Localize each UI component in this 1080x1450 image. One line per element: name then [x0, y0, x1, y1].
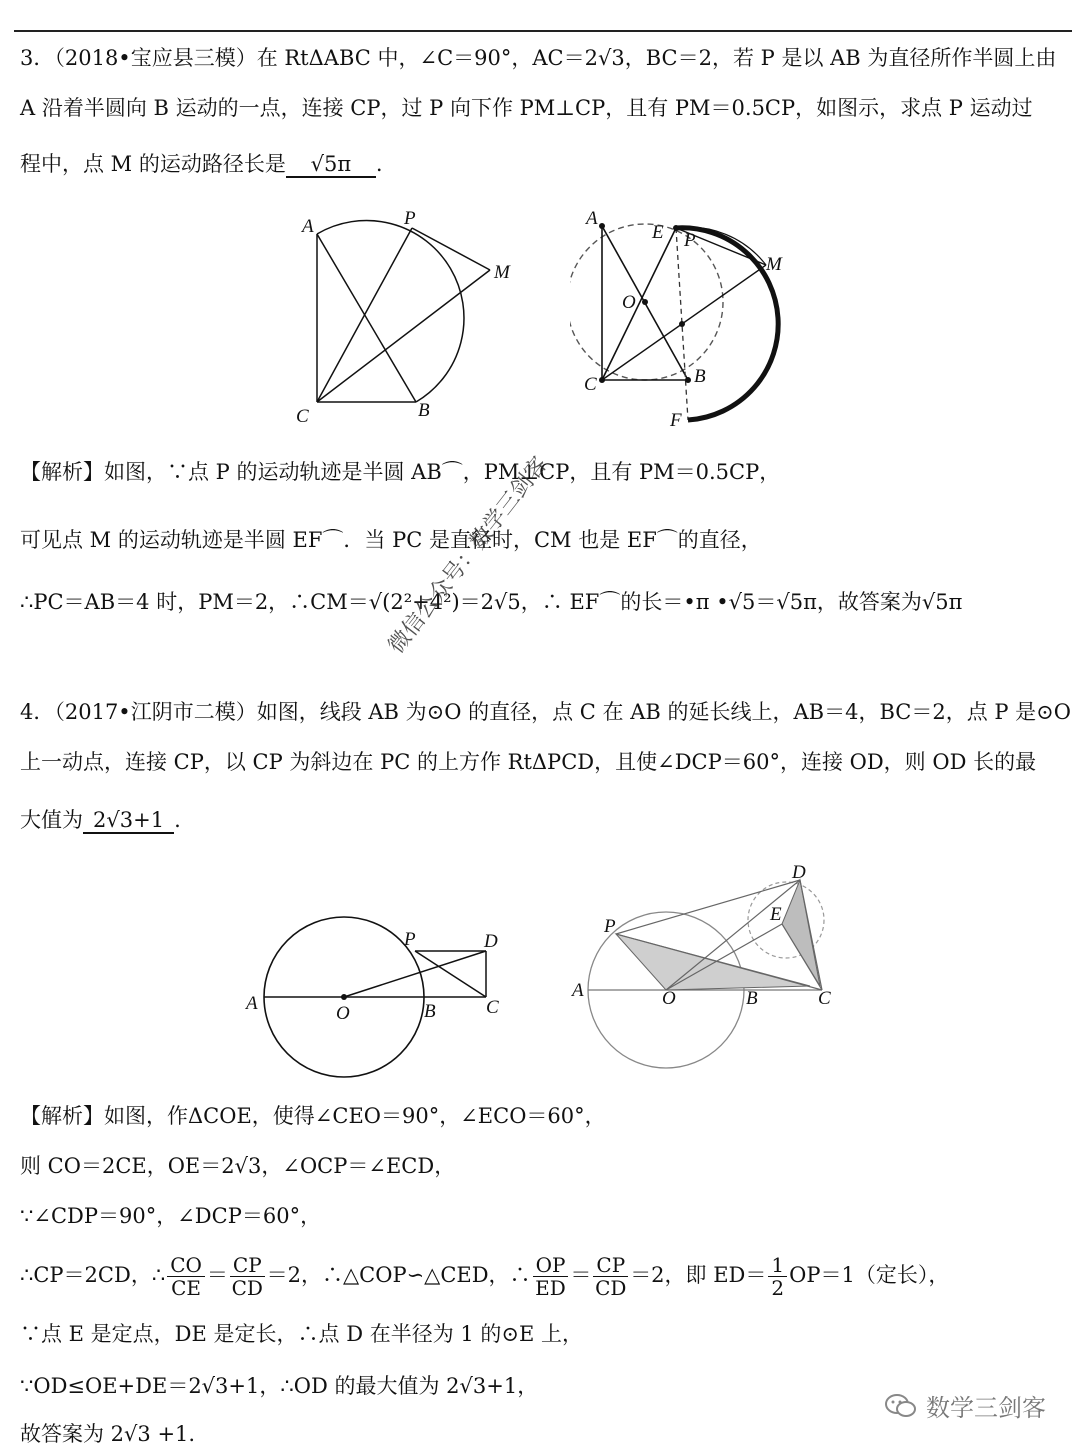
equals-2: ＝ — [570, 1263, 592, 1287]
problem3-line3 — [20, 150, 383, 178]
brand-name: 数学三剑客 — [926, 1394, 1046, 1422]
fig4-label-d: D — [792, 862, 806, 883]
problem4-line3 — [20, 806, 181, 834]
fig1-label-m: M — [494, 262, 510, 283]
frac5-den: 2 — [771, 1276, 785, 1300]
equals-1: ＝ — [206, 1263, 228, 1287]
problem4-line3-end: . — [174, 808, 181, 832]
fig4-label-p: P — [604, 916, 616, 937]
problem3-analysis3: ∴PC＝AB＝4 时，PM＝2，∴CM＝√(2²+4²)＝2√5，∴ EF⌒的长＝•π •√5＝√5π，故答案为√5π — [20, 590, 963, 614]
fig1-label-c: C — [296, 406, 309, 427]
fig3-label-p: P — [404, 929, 416, 950]
figure-semicircle-path — [290, 200, 530, 430]
fig3-label-d: D — [484, 931, 498, 952]
problem4-line2: 上一动点，连接 CP，以 CP 为斜边在 PC 的上方作 RtΔPCD，且使∠DCP＝60°，连接 OD，则 OD 长的最 — [20, 750, 1037, 774]
fig2-label-e: E — [652, 222, 664, 243]
problem3-line1: 3．（2018•宝应县三模）在 RtΔABC 中，∠C＝90°，AC＝2√3，BC＝2，若 P 是以 AB 为直径所作半圆上由 — [20, 46, 1057, 70]
problem3-line3-end: . — [375, 152, 383, 176]
problem3-analysis2: 可见点 M 的运动轨迹是半圆 EF⌒．当 PC 是直径时，CM 也是 EF⌒的直径， — [20, 528, 762, 552]
top-rule — [14, 30, 1072, 32]
frac5-num: 1 — [768, 1254, 787, 1277]
problem4-analysis2: 则 CO＝2CE，OE＝2√3，∠OCP＝∠ECD， — [20, 1154, 456, 1178]
fig3-label-a: A — [246, 993, 258, 1014]
problem3-answer: √5π — [286, 152, 376, 178]
fig2-label-b: B — [694, 366, 706, 387]
fig2-label-a: A — [586, 208, 598, 229]
frac4-den: CD — [595, 1276, 627, 1300]
fig3-label-b: B — [424, 1001, 436, 1022]
problem4-line3-text: 大值为 — [20, 808, 83, 832]
fig1-label-a: A — [302, 216, 314, 237]
analysis4-part-d: OP＝1（定长）， — [789, 1263, 950, 1287]
figure-circle-triangle — [240, 915, 520, 1085]
fig1-label-p: P — [404, 208, 416, 229]
frac1-den: CE — [171, 1276, 201, 1300]
problem3-line3-text: 程中，点 M 的运动路径长是 — [20, 152, 286, 176]
frac2-den: CD — [231, 1276, 263, 1300]
fig2-label-o: O — [622, 292, 636, 313]
frac1-num: CO — [167, 1254, 205, 1277]
fraction-cp-cd-2 — [593, 1254, 628, 1299]
fig4-label-e: E — [770, 904, 782, 925]
fraction-cp-cd — [230, 1254, 265, 1299]
figure-solution-construction — [570, 862, 850, 1072]
fig4-label-b: B — [746, 988, 758, 1009]
fig1-label-b: B — [418, 400, 430, 421]
fig4-label-c: C — [818, 988, 831, 1009]
fraction-op-ed — [533, 1254, 569, 1299]
problem4-analysis1: 【解析】如图，作ΔCOE，使得∠CEO＝90°，∠ECO＝60°， — [20, 1104, 606, 1128]
problem4-analysis6: ∵OD≤OE+DE＝2√3+1，∴OD 的最大值为 2√3+1， — [20, 1374, 539, 1398]
fig3-label-o: O — [336, 1003, 350, 1024]
fig2-label-c: C — [584, 374, 597, 395]
analysis4-part-c: ＝2，即 ED＝ — [630, 1263, 767, 1287]
fig2-label-f: F — [670, 410, 682, 431]
problem4-line1: 4．（2017•江阴市二模）如图，线段 AB 为⊙O 的直径，点 C 在 AB 的延长线上，AB＝4，BC＝2，点 P 是⊙O — [20, 700, 1071, 724]
frac3-num: OP — [533, 1254, 569, 1277]
fig4-label-o: O — [662, 988, 676, 1009]
frac4-num: CP — [593, 1254, 628, 1277]
frac3-den: ED — [535, 1276, 566, 1300]
problem4-answer: 2√3+1 — [83, 808, 174, 834]
fig3-label-c: C — [486, 997, 499, 1018]
frac2-num: CP — [230, 1254, 265, 1277]
fig4-label-a: A — [572, 980, 584, 1001]
fraction-co-ce — [167, 1254, 205, 1299]
fig2-label-p: P — [684, 230, 696, 251]
figure-locus-path — [570, 200, 800, 435]
problem4-analysis3: ∵∠CDP＝90°，∠DCP＝60°， — [20, 1204, 322, 1228]
problem4-analysis4 — [20, 1248, 949, 1302]
fig2-label-m: M — [766, 254, 782, 275]
analysis4-part-b: ＝2，∴△COP∽△CED，∴ — [266, 1263, 531, 1287]
problem4-analysis5: ∵点 E 是定点，DE 是定长，∴点 D 在半径为 1 的⊙E 上， — [20, 1322, 584, 1346]
problem3-line2: A 沿着半圆向 B 运动的一点，连接 CP，过 P 向下作 PM⊥CP，且有 PM＝0.5CP，如图示，求点 P 运动过 — [20, 96, 1033, 120]
problem3-analysis1: 【解析】如图，∵点 P 的运动轨迹是半圆 AB⌒，PM⊥CP，且有 PM＝0.5CP， — [20, 460, 781, 484]
brand-badge — [884, 1388, 1046, 1423]
problem4-analysis7: 故答案为 2√3 +1. — [20, 1422, 196, 1446]
watermark: 微信公众号：数学三剑客 — [383, 452, 553, 659]
wechat-icon — [884, 1393, 918, 1419]
analysis4-part-a: ∴CP＝2CD，∴ — [20, 1263, 166, 1287]
fraction-one-half — [768, 1254, 787, 1299]
